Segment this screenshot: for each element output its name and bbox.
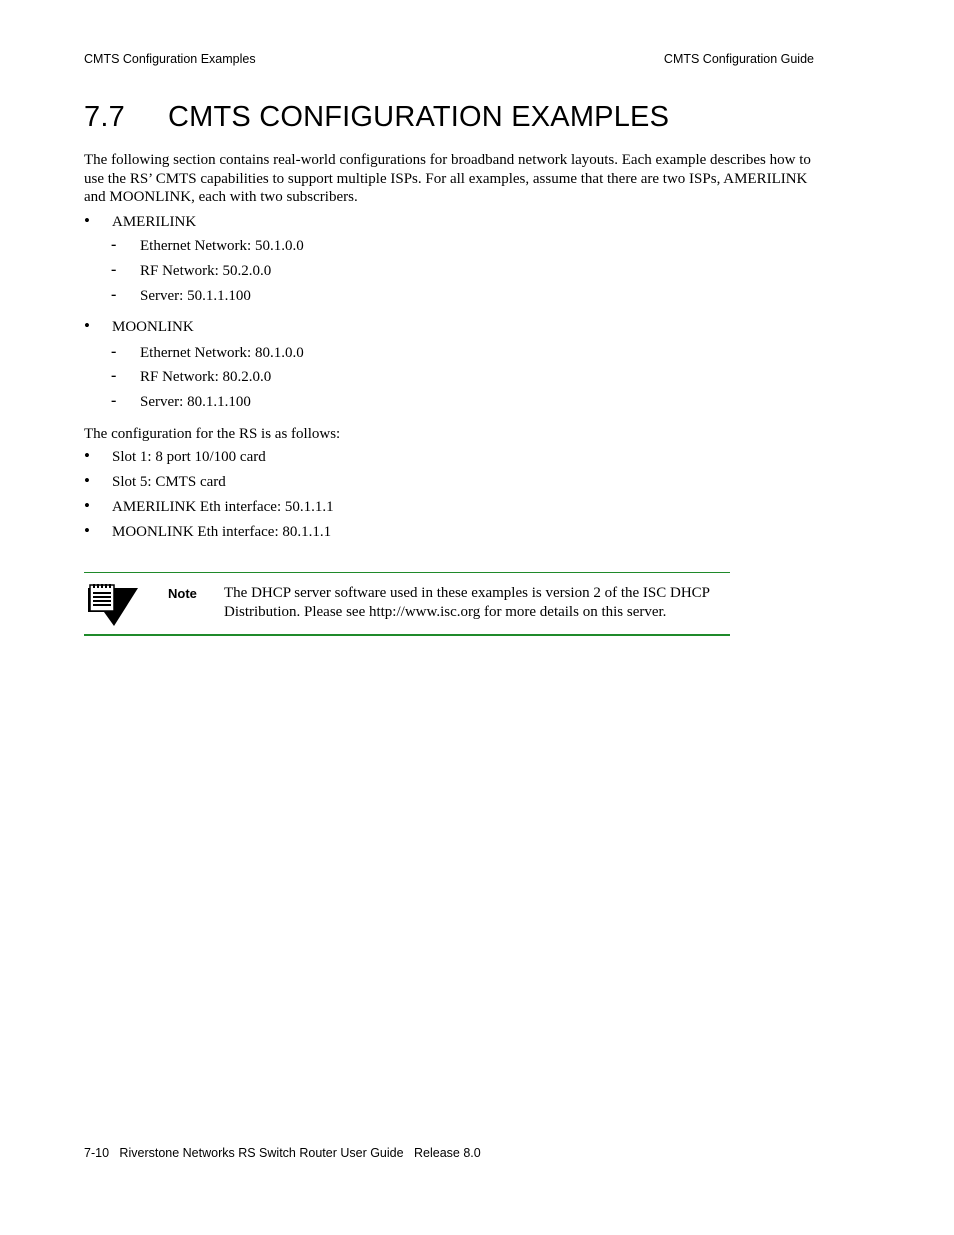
bullet-icon: • [84,496,90,515]
dash-icon: - [111,286,117,303]
bullet-icon: • [84,316,90,335]
dash-icon: - [111,343,117,360]
dash-icon: - [111,367,117,384]
dash-icon: - [111,261,117,278]
note-bottom-rule [84,634,730,636]
note-top-rule [84,572,730,573]
isp-name: MOONLINK [112,319,194,335]
bullet-icon: • [84,521,90,540]
isp-name: AMERILINK [112,214,197,230]
running-header-left: CMTS Configuration Examples [84,52,256,66]
dash-icon: - [111,392,117,409]
section-title: CMTS CONFIGURATION EXAMPLES [168,101,670,133]
intro-paragraph: The following section contains real-world configurations for broadband network layouts. Each example describes how to use the RS’ CMTS capabilities to support multiple ISPs. For all examples, assume that there are two ISPs, AMERILINK and MOONLINK, each with two subscribers. [84,152,811,205]
config-intro: The configuration for the RS is as follows: [84,426,341,442]
note-text: The DHCP server software used in these examples is version 2 of the ISC DHCP Distribution. Please see http://www.isc.org for more details on this server. [224,585,710,620]
note-label: Note [168,586,197,601]
bullet-icon: • [84,211,90,230]
section-number: 7.7 [84,101,125,133]
bullet-icon: • [84,446,90,465]
bullet-icon: • [84,471,90,490]
section-heading [84,101,669,134]
running-header-right: CMTS Configuration Guide [663,52,814,66]
page-footer: 7-10 Riverstone Networks RS Switch Router User Guide Release 8.0 [84,1146,481,1160]
dash-icon: - [111,236,117,253]
note-pad-icon [86,584,142,628]
